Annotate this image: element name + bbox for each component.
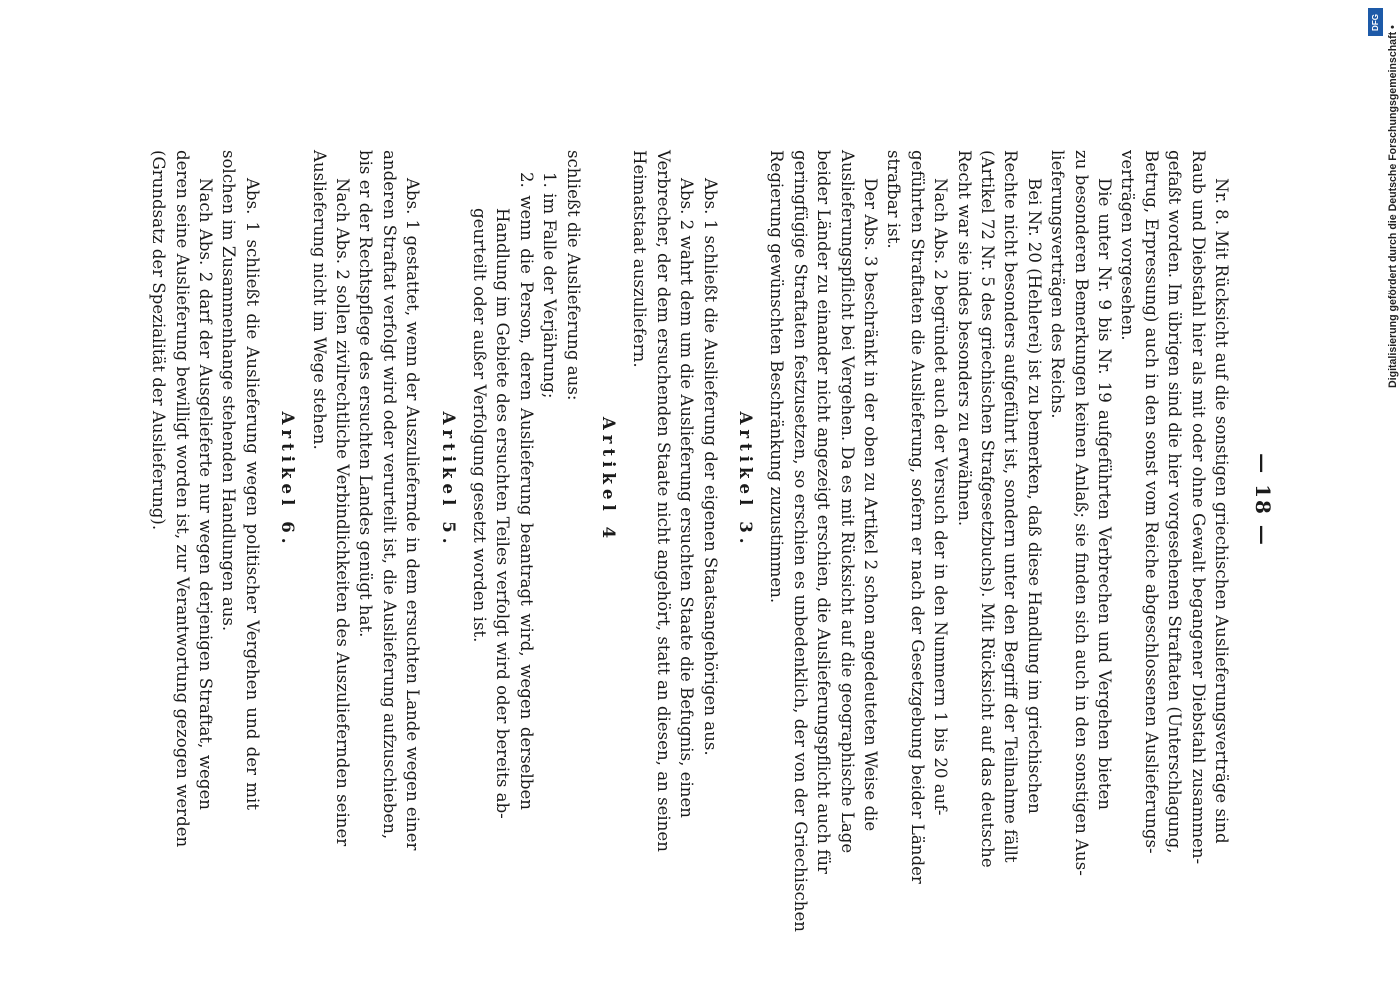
text-line: zu besonderen Bemerkungen keinen Anlaß; sie finden sich auch in den sonstigen Aus- [1071,150,1091,876]
digitization-credit [1368,8,1399,388]
text-line: Bei Nr. 20 (Hehlerei) ist zu bemerken, daß diese Handlung im griechischen [1024,178,1044,814]
text-line: geführten Straftaten die Auslieferung, sofern er nach der Gesetzgebung beider Länder [907,150,927,884]
text-line: lieferungsverträgen des Reichs. [1048,150,1068,419]
text-line: Heimatstaat auszuliefern. [630,150,650,368]
list-item: 2. wenn die Person, deren Auslieferung beantragt wird, wegen derselben [516,172,536,810]
text-line: Abs. 1 schließt die Auslieferung der eigenen Staatsangehörigen aus. [700,178,720,756]
page-number: — 18 — [1251,453,1275,547]
text-line: Auslieferungspflicht bei Vergehen. Da es mit Rücksicht auf die geographische Lage [837,150,857,854]
article-heading: Artikel 5. [438,411,459,549]
text-line: Nach Abs. 2 begründet auch der Versuch der in den Nummern 1 bis 20 auf- [931,178,951,816]
text-line: Betrug, Erpressung) auch in den sonst vom Reiche abgeschlossenen Auslieferungs- [1141,150,1161,854]
article-heading: Artikel 4 [599,416,619,544]
text-line: Nach Abs. 2 sollen zivilrechtliche Verbindlichkeiten des Auszuliefernden seiner [333,178,352,847]
text-line: Regierung gewünschten Beschränkung zuzustimmen. [767,150,787,604]
article-heading: Artikel 6. [278,411,299,549]
text-line: Auslieferung nicht im Wege stehen. [309,150,329,450]
text-line: Abs. 1 schließt die Auslieferung wegen politischer Vergehen und der mit [242,178,262,810]
text-line: bis er der Rechtspflege des ersuchten Landes genügt hat. [356,150,376,638]
text-line: strafbar ist. [884,150,904,249]
text-line: Nach Abs. 2 darf der Ausgelieferte nur wegen derjenigen Straftat, wegen [196,178,215,810]
text-line: Handlung im Gebiete des ersuchten Teiles verfolgt wird oder bereits ab- [493,208,513,819]
text-line: solchen im Zusammenhange stehenden Handlungen aus. [219,150,239,632]
text-line: Abs. 2 wahrt dem um die Auslieferung ersuchten Staate die Befugnis, einen [677,178,697,818]
credit-text: Digitalisierung gefördert durch die Deutsche Forschungsgemeinschaft • [1387,25,1399,388]
text-line: deren seine Auslieferung bewilligt worden ist, zur Verantwortung gezogen werden [172,150,192,848]
text-line: geringfügige Straftaten festzusetzen, so erschien es unbedenklich, der von der Griechischen [790,150,810,932]
text-line: anderen Straftat verfolgt wird oder verurteilt ist, die Auslieferung aufzuschieben, [379,150,399,840]
text-line: Nr. 8. Mit Rücksicht auf die sonstigen griechischen Auslieferungsverträge sind [1212,178,1231,844]
text-line: Rechte nicht besonders aufgeführt ist, sondern unter den Begriff der Teilnahme fällt [1001,150,1021,863]
text-line: Der Abs. 3 beschränkt in der oben zu Artikel 2 schon angedeuteten Weise die [861,178,880,832]
text-line: geurteilt oder außer Verfolgung gesetzt worden ist. [470,208,489,643]
text-line: beider Länder zu einander nicht angezeigt erschien, die Auslieferungspflicht auch für [814,150,834,874]
article-heading: Artikel 3. [736,411,756,549]
list-item: 1. im Falle der Verjährung; [540,172,560,399]
text-line: verträgen vorgesehen. [1118,150,1138,341]
dfg-logo-text: DFG [1371,13,1381,31]
text-line: Abs. 1 gestattet, wenn der Auszuliefernde in dem ersuchten Lande wegen einer [403,178,423,851]
text-line: Verbrecher, der dem ersuchenden Staate nicht angehört, statt an diesen, an seinen [653,150,673,852]
text-line: (Grundsatz der Spezialität der Auslieferung). [149,150,169,531]
dfg-logo [1368,8,1383,36]
text-line: Recht war sie indes besonders zu erwähnen. [954,150,974,527]
text-line: gefaßt worden. Im übrigen sind die hier vorgesehenen Straftaten (Unterschlagung, [1165,150,1185,854]
text-line: Raub und Diebstahl hier als mit oder ohne Gewalt begangener Diebstahl zusammen- [1188,150,1208,865]
text-line: schließt die Auslieferung aus: [563,150,583,401]
text-line: Die unter Nr. 9 bis Nr. 19 aufgeführten Verbrechen und Vergehen bieten [1095,178,1114,810]
text-line: (Artikel 72 Nr. 5 des griechischen Strafgesetzbuchs). Mit Rücksicht auf das deutsche [978,150,997,868]
